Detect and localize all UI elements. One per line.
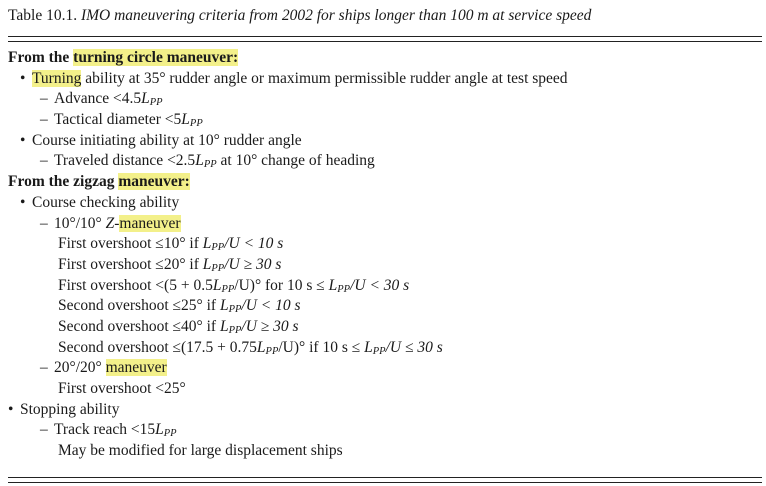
course-initiating-item: • Course initiating ability at 10° rudder angle [8, 131, 762, 152]
dash-icon: – [40, 359, 48, 377]
traveled-distance-item: – Traveled distance <2.5LPP at 10° change of heading [40, 152, 375, 171]
advance-item: – Advance <4.5LPP [40, 90, 163, 109]
note-text: May be modified for large displacement ships [58, 442, 343, 460]
caption-label: Table 10.1. [8, 7, 78, 24]
zigzag-section-heading: From the zigzag maneuver: [8, 173, 190, 191]
highlighted-text: maneuver [105, 359, 167, 377]
dash-icon: – [40, 152, 48, 170]
turning-section-heading: From the turning circle maneuver: [8, 49, 239, 66]
caption-title: IMO maneuvering criteria from 2002 for ships longer than 100 m at service speed [80, 7, 592, 24]
criterion-row: First overshoot ≤20° if LPP/U ≥ 30 s [58, 255, 282, 274]
highlighted-text: turning circle maneuver: [73, 49, 239, 66]
track-reach-item: – Track reach <15LPP [40, 421, 177, 440]
course-checking-item: • Course checking ability [8, 193, 762, 214]
bullet-icon: • [8, 400, 14, 418]
tactical-diameter-item: – Tactical diameter <5LPP [40, 111, 203, 130]
bullet-icon: • [20, 131, 26, 149]
criterion-row: Second overshoot ≤40° if LPP/U ≥ 30 s [58, 317, 299, 336]
bullet-icon: • [20, 69, 26, 87]
criterion-row: Second overshoot ≤(17.5 + 0.75LPP/U)° if 10 s ≤ LPP/U ≤ 30 s [58, 338, 443, 357]
highlighted-text: maneuver [119, 214, 181, 232]
top-rule-double [8, 41, 762, 42]
criterion-row: Second overshoot ≤25° if LPP/U < 10 s [58, 297, 301, 316]
turning-ability-item: • Turning ability at 35° rudder angle or maximum permissible rudder angle at test speed [8, 69, 762, 90]
dash-icon: – [40, 421, 48, 439]
criterion-row: First overshoot ≤10° if LPP/U < 10 s [58, 235, 284, 254]
highlighted-text: maneuver: [118, 173, 190, 191]
dash-icon: – [40, 90, 48, 108]
bottom-rule-double [8, 482, 762, 483]
table-caption [8, 7, 591, 25]
bullet-icon: • [20, 193, 26, 211]
stopping-ability-item: • Stopping ability [8, 400, 762, 421]
top-rule [8, 36, 762, 37]
criterion-row: First overshoot <25° [58, 380, 186, 397]
z20-maneuver-item: – 20°/20° maneuver [8, 358, 762, 379]
highlighted-text: Turning [32, 69, 82, 87]
dash-icon: – [40, 111, 48, 129]
table-body [8, 48, 762, 462]
z10-maneuver-item: – 10°/10° Z-maneuver [8, 214, 762, 235]
dash-icon: – [40, 214, 48, 232]
bottom-rule [8, 477, 762, 478]
criterion-row: First overshoot <(5 + 0.5LPP/U)° for 10 s ≤ LPP/U < 30 s [58, 276, 410, 295]
